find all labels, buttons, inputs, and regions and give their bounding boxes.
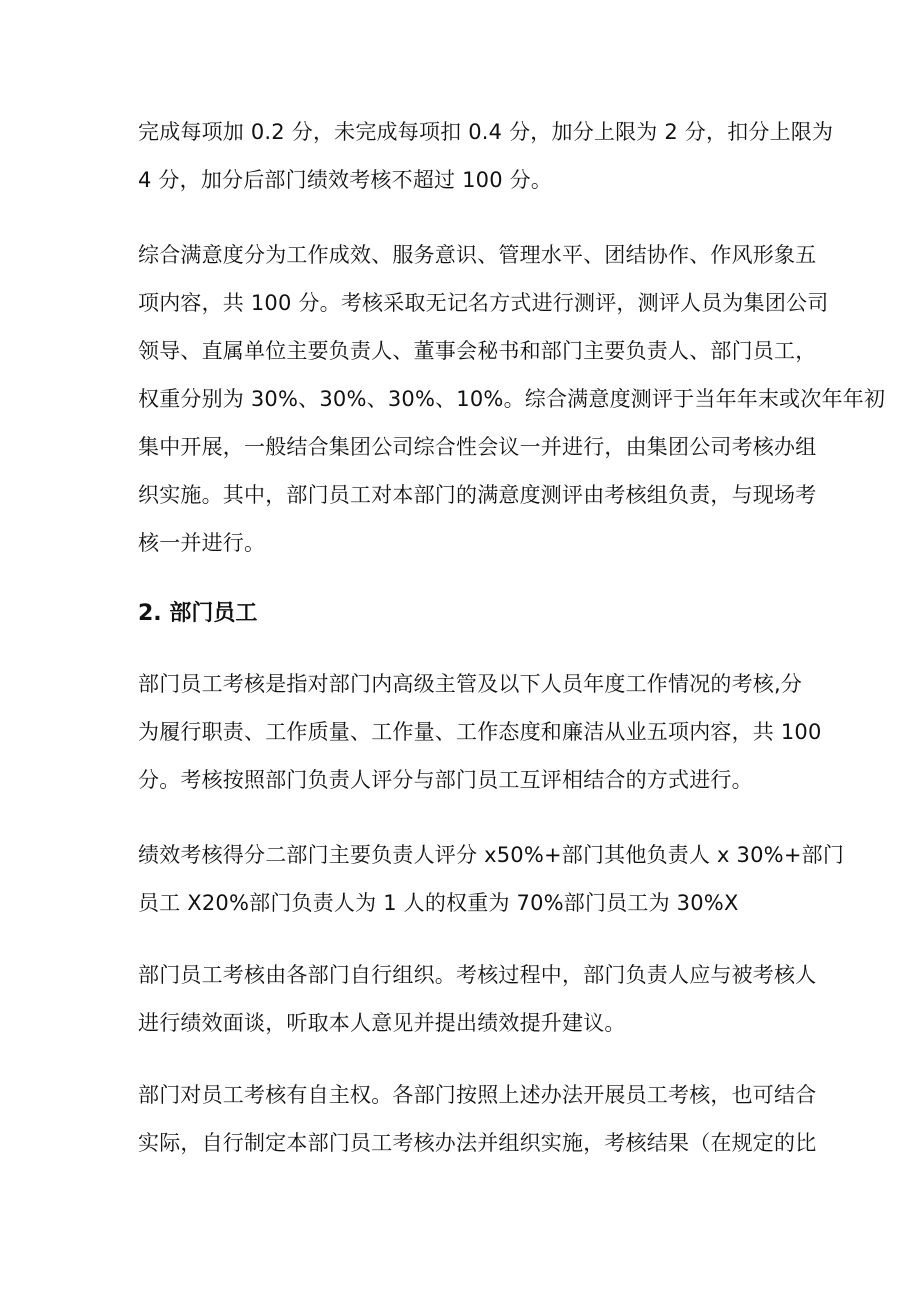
text-line: 进行绩效面谈，听取本人意见并提出绩效提升建议。	[138, 1011, 626, 1035]
text-line: 核一并进行。	[138, 531, 266, 555]
text-line: 分。考核按照部门负责人评分与部门员工互评相结合的方式进行。	[138, 768, 753, 792]
text-line: 集中开展，一般结合集团公司综合性会议一并进行，由集团公司考核办组	[138, 435, 817, 459]
text-line: 绩效考核得分二部门主要负责人评分 x50%+部门其他负责人 x 30%+部门	[138, 843, 845, 867]
paragraph-bonus-rules	[138, 108, 834, 204]
section-heading: 2. 部门员工	[138, 601, 258, 626]
text-line: 综合满意度分为工作成效、服务意识、管理水平、团结协作、作风形象五	[138, 243, 817, 267]
paragraph-employee-assessment	[138, 660, 822, 804]
paragraph-autonomy	[138, 1071, 817, 1167]
text-line: 实际，自行制定本部门员工考核办法并组织实施，考核结果（在规定的比	[138, 1131, 817, 1155]
text-line: 完成每项加 0.2 分，未完成每项扣 0.4 分，加分上限为 2 分，扣分上限为	[138, 120, 834, 144]
paragraph-satisfaction	[138, 231, 886, 567]
text-line: 部门员工考核由各部门自行组织。考核过程中，部门负责人应与被考核人	[138, 963, 817, 987]
text-line: 织实施。其中，部门员工对本部门的满意度测评由考核组负责，与现场考	[138, 483, 817, 507]
text-line: 4 分，加分后部门绩效考核不超过 100 分。	[138, 168, 553, 192]
text-line: 领导、直属单位主要负责人、董事会秘书和部门主要负责人、部门员工，	[138, 339, 817, 363]
paragraph-score-formula	[138, 831, 845, 927]
text-line: 为履行职责、工作质量、工作量、工作态度和廉洁从业五项内容，共 100	[138, 720, 822, 744]
paragraph-organization	[138, 951, 817, 1047]
text-line: 部门对员工考核有自主权。各部门按照上述办法开展员工考核，也可结合	[138, 1083, 817, 1107]
text-line: 权重分别为 30%、30%、30%、10%。综合满意度测评于当年年末或次年年初	[138, 387, 886, 411]
text-line: 员工 X20%部门负责人为 1 人的权重为 70%部门员工为 30%X	[138, 891, 739, 915]
text-line: 项内容，共 100 分。考核采取无记名方式进行测评，测评人员为集团公司	[138, 291, 829, 315]
text-line: 部门员工考核是指对部门内高级主管及以下人员年度工作情况的考核,分	[138, 672, 803, 696]
